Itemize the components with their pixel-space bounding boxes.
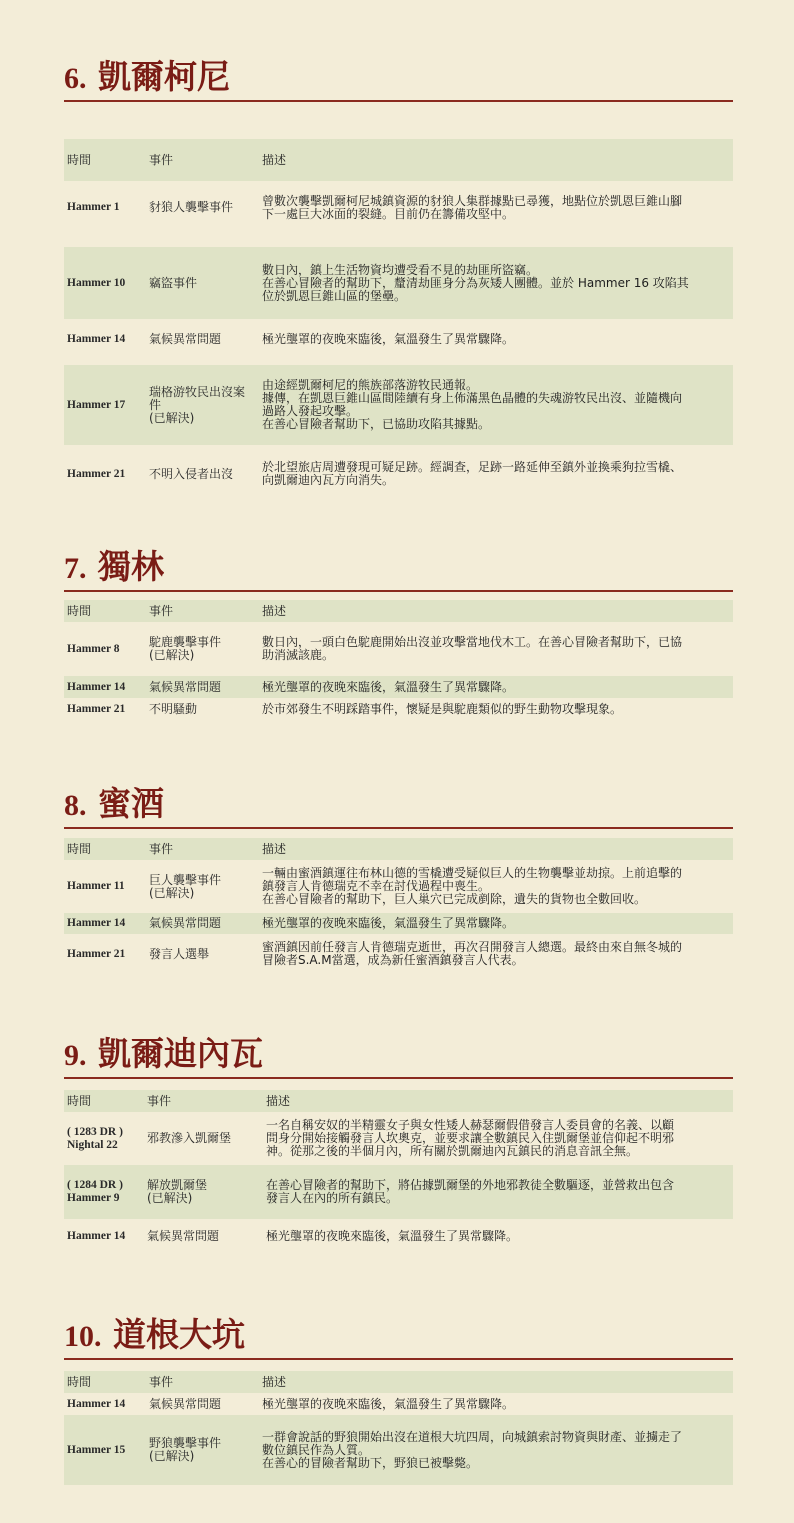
table-row (64, 676, 733, 698)
table-row (64, 934, 733, 974)
header-time: 時間 (67, 1374, 92, 1389)
row-time: Hammer 14 (67, 1397, 126, 1410)
row-desc: 極光壟罩的夜晚來臨後，氣溫發生了異常驟降。 (266, 1228, 519, 1243)
row-time: Hammer 14 (67, 1229, 126, 1242)
row-desc: 極光壟罩的夜晚來臨後，氣溫發生了異常驟降。 (262, 679, 515, 694)
row-event: 竊盜事件 (149, 275, 198, 290)
section-9-table (64, 1090, 733, 1253)
row-event: 解放凱爾堡 (已解決) (147, 1178, 208, 1205)
row-desc: 於市郊發生不明踩踏事件，懷疑是與駝鹿類似的野生動物攻擊現象。 (262, 701, 623, 716)
row-event: 瑞格游牧民出沒案 件 (已解決) (149, 384, 246, 425)
section-6-heading (64, 57, 733, 102)
row-time: Hammer 17 (67, 398, 126, 411)
section-6-table (64, 139, 733, 503)
header-time: 時間 (67, 152, 92, 167)
row-time: Hammer 8 (67, 642, 120, 655)
table-row (64, 445, 733, 503)
row-time: Hammer 11 (67, 880, 125, 892)
section-7-title: 獨林 (98, 547, 164, 586)
row-desc: 極光壟罩的夜晚來臨後，氣溫發生了異常驟降。 (262, 331, 515, 346)
section-8-number: 8. (64, 789, 87, 822)
row-desc: 蜜酒鎮因前任發言人肯德瑞克逝世，再次召開發言人總選。最終由來自無冬城的 冒險者S.A.M當選，成為新任蜜酒鎮發言人代表。 (262, 940, 683, 967)
section-10-number: 10. (64, 1320, 102, 1353)
row-time: Hammer 10 (67, 276, 126, 289)
section-8-heading (64, 784, 733, 829)
table-header-row (64, 838, 733, 860)
header-desc: 描述 (262, 841, 287, 856)
row-event: 野狼襲擊事件 (已解決) (149, 1436, 222, 1463)
header-desc: 描述 (262, 1374, 287, 1389)
row-desc: 數日內，一頭白色駝鹿開始出沒並攻擊當地伐木工。在善心冒險者幫助下，已協 助消滅該鹿。 (262, 635, 683, 662)
table-row (64, 181, 733, 234)
row-desc: 數日內，鎮上生活物資均遭受看不見的劫匪所盜竊。 在善心冒險者的幫助下，釐清劫匪身分為灰矮人團體。並於 Hammer 16 攻陷其 位於凱恩巨錐山區的堡壘。 (262, 262, 689, 303)
row-time: Hammer 14 (67, 332, 126, 345)
section-7 (64, 547, 733, 592)
section-9-number: 9. (64, 1039, 87, 1072)
row-time: Hammer 14 (67, 917, 126, 929)
table-row (64, 622, 733, 676)
row-event: 不明入侵者出沒 (149, 466, 234, 481)
table-header-row (64, 600, 733, 622)
table-row (64, 1393, 733, 1415)
table-row (64, 247, 733, 319)
row-event: 氣候異常問題 (147, 1228, 220, 1243)
row-time: Hammer 21 (67, 467, 126, 480)
table-row (64, 1219, 733, 1253)
row-desc: 於北望旅店周遭發現可疑足跡。經調查，足跡一路延伸至鎮外並換乘狗拉雪橇、 向凱爾迪內瓦方向消失。 (262, 460, 683, 487)
row-desc: 一群會說話的野狼開始出沒在道根大坑四周，向城鎮索討物資與財產、並擄走了 數位鎮民作為人質。 在善心的冒險者幫助下，野狼已被擊斃。 (262, 1429, 683, 1470)
section-6-title: 凱爾柯尼 (98, 57, 230, 96)
table-row (64, 1165, 733, 1219)
row-desc: 曾數次襲擊凱爾柯尼城鎮資源的豺狼人集群據點已尋獲，地點位於凱恩巨錐山腳 下一處巨大冰面的裂縫。目前仍在籌備攻堅中。 (262, 193, 683, 221)
row-event: 巨人襲擊事件 (已解決) (149, 872, 222, 900)
row-event: 邪教滲入凱爾堡 (147, 1131, 232, 1145)
row-event: 發言人選舉 (149, 946, 210, 961)
row-desc: 一名自稱安奴的半精靈女子與女性矮人赫瑟爾假借發言人委員會的名義、以顧 問身分開始接觸發言人坎奧克，並要求讓全數鎮民入住凱爾堡並信仰起不明邪 神。從那之後的半個月內，所有關於凱爾迪內瓦鎮民的消息音訊全無。 (266, 1118, 675, 1158)
row-event: 氣候異常問題 (149, 1396, 222, 1411)
section-6 (64, 57, 733, 102)
section-7-number: 7. (64, 552, 87, 585)
section-10-title: 道根大坑 (113, 1315, 245, 1354)
header-time: 時間 (67, 841, 92, 856)
header-desc: 描述 (266, 1093, 291, 1108)
section-10 (64, 1315, 733, 1360)
row-desc: 由途經凱爾柯尼的熊族部落游牧民通報。 據傳，在凱恩巨錐山區間陸續有身上佈滿黑色晶體的失魂游牧民出沒、並隨機向 過路人發起攻擊。 在善心冒險者幫助下，已協助攻陷其據點。 (262, 378, 683, 431)
table-row (64, 319, 733, 359)
section-8-table (64, 838, 733, 974)
table-row (64, 365, 733, 445)
header-desc: 描述 (262, 603, 287, 618)
header-event: 事件 (149, 1374, 174, 1389)
row-desc: 極光壟罩的夜晚來臨後，氣溫發生了異常驟降。 (262, 1396, 515, 1411)
row-time: Hammer 15 (67, 1443, 126, 1456)
row-event: 氣候異常問題 (149, 916, 222, 930)
table-row (64, 913, 733, 934)
table-row (64, 1415, 733, 1485)
section-9-heading (64, 1034, 733, 1079)
row-time: Hammer 21 (67, 947, 126, 960)
row-event: 不明騷動 (149, 701, 198, 716)
table-header-row (64, 1371, 733, 1393)
header-event: 事件 (149, 603, 174, 618)
section-9-title: 凱爾迪內瓦 (98, 1034, 263, 1073)
section-10-table (64, 1371, 733, 1485)
row-event: 豺狼人襲擊事件 (149, 200, 234, 214)
table-row (64, 1112, 733, 1165)
table-header-row (64, 139, 733, 181)
header-time: 時間 (67, 603, 92, 618)
header-event: 事件 (147, 1093, 172, 1108)
row-desc: 一輛由蜜酒鎮運往布林山德的雪橇遭受疑似巨人的生物襲擊並劫掠。上前追擊的 鎮發言人肯德瑞克不幸在討伐過程中喪生。 在善心冒險者的幫助下，巨人巢穴已完成剷除，遺失的貨物也全數回收。 (262, 866, 683, 906)
row-event: 氣候異常問題 (149, 679, 222, 694)
row-event: 駝鹿襲擊事件 (已解決) (149, 635, 222, 662)
row-time: ( 1283 DR ) Nightal 22 (67, 1125, 123, 1151)
header-time: 時間 (67, 1093, 92, 1108)
row-time: Hammer 14 (67, 680, 126, 693)
table-header-row (64, 1090, 733, 1112)
header-event: 事件 (149, 841, 174, 856)
row-desc: 在善心冒險者的幫助下，將佔據凱爾堡的外地邪教徒全數驅逐，並營救出包含 發言人在內的所有鎮民。 (266, 1178, 675, 1205)
row-time: ( 1284 DR ) Hammer 9 (67, 1179, 123, 1204)
row-desc: 極光壟罩的夜晚來臨後，氣溫發生了異常驟降。 (262, 916, 515, 930)
header-desc: 描述 (262, 152, 287, 167)
table-row (64, 698, 733, 720)
header-event: 事件 (149, 152, 174, 167)
section-10-heading (64, 1315, 733, 1360)
row-time: Hammer 21 (67, 702, 126, 715)
section-9 (64, 1034, 733, 1079)
section-7-table (64, 600, 733, 720)
row-event: 氣候異常問題 (149, 331, 222, 346)
row-time: Hammer 1 (67, 201, 120, 213)
section-6-number: 6. (64, 62, 87, 95)
section-8-title: 蜜酒 (98, 784, 164, 823)
section-8 (64, 784, 733, 829)
section-7-heading (64, 547, 733, 592)
table-row (64, 860, 733, 913)
